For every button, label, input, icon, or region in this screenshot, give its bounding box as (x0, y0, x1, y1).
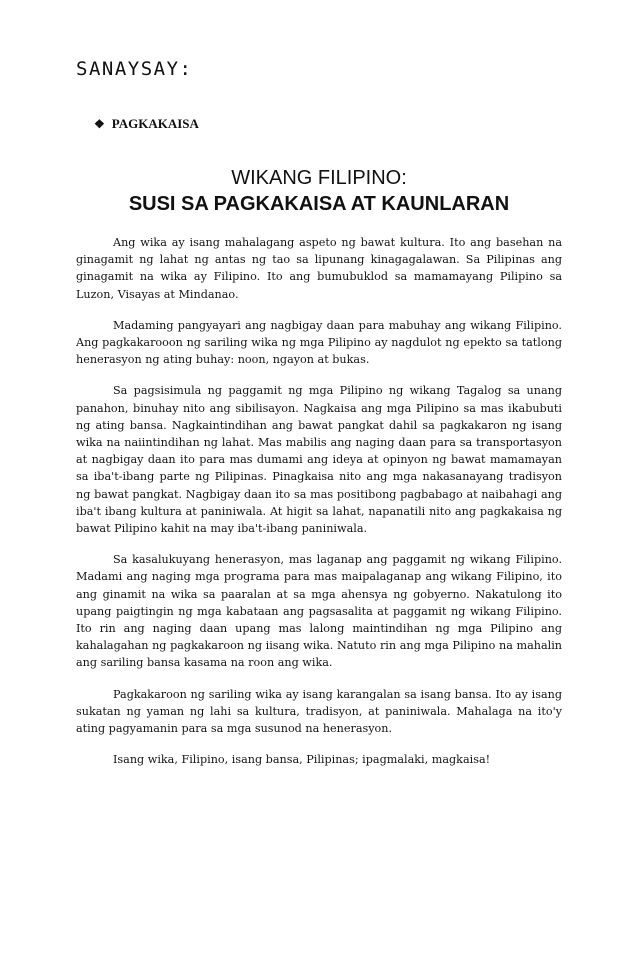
diamond-bullet-icon: ❖ (94, 116, 105, 131)
paragraph-3: Sa pagsisimula ng paggamit ng mga Pilipino ng wikang Tagalog sa unang panahon, binuhay nito ang sibilisayon. Nagkaisa ang mga Pilipino sa mas ikabubuti ng ating bansa. Nagkaintindihan ang bawat pangkat dahil sa pagkakaron ng isang wika na naiintindihan ng lahat. Mas mabilis ang naging daan para sa transportasyon at nagbigay daan ito para mas dumami ang ideya at opinyon ng bawat mamamayan sa iba't-ibang parte ng Pilipinas. Pinagkaisa nito ang mga nakasanayang tradisyon ng bawat pangkat. Nagbigay daan ito sa mas positibong pagbabago at naibahagi ang iba't ibang kultura at paniniwala. At higit sa lahat, napanatili nito ang pagkakaisa ng bawat Pilipino kahit na may iba't-ibang paniniwala. (76, 384, 562, 536)
essay-body (76, 234, 562, 782)
title-line-1: WIKANG FILIPINO: (231, 167, 407, 189)
paragraph-1: Ang wika ay isang mahalagang aspeto ng bawat kultura. Ito ang basehan na ginagamit ng lahat ng antas ng tao sa lipunang kinagagalawan. Sa Pilipinas ang ginagamit na wika ay Filipino. Ito ang bumubuklod sa mamamayang Pilipino sa Luzon, Visayas at Mindanao. (76, 236, 562, 301)
paragraph-6: Isang wika, Filipino, isang bansa, Pilipinas; ipagmalaki, magkaisa! (113, 753, 491, 767)
paragraph-4: Sa kasalukuyang henerasyon, mas laganap ang paggamit ng wikang Filipino. Madami ang naging mga programa para mas maipalaganap ang wikang Filipino, ito ang ginamit na wika sa paaralan at sa mga ahensya ng gobyerno. Nakatulong ito upang paigtingin ng mga kabataan ang pagsasalita at paggamit ng wikang Filipino. Ito rin ang naging daan upang mas lalong maintindihan ng mga Pilipino ang kahalagahan ng pagkakaroon ng iisang wika. Natuto rin ang mga Pilipino na mahalin ang sariling bansa kasama na roon ang wika. (76, 553, 562, 670)
title-line-2: SUSI SA PAGKAKAISA AT KAUNLARAN (128, 193, 510, 215)
section-label-text: PAGKAKAISA (111, 116, 199, 131)
essay-heading: SANAYSAY: (76, 58, 193, 80)
paragraph-2: Madaming pangyayari ang nagbigay daan para mabuhay ang wikang Filipino. Ang pagkakarooon ng sariling wika ng mga Pilipino ay nagdulot ng epekto sa tatlong henerasyon ng ating buhay: noon, ngayon at bukas. (76, 318, 562, 367)
paragraph-5: Pagkakaroon ng sariling wika ay isang karangalan sa isang bansa. Ito ay isang sukatan ng yaman ng lahi sa kultura, tradisyon, at paniniwala. Mahalaga na ito'y ating pagyamanin para sa mga susunod na henerasyon. (76, 687, 562, 736)
section-label (94, 116, 199, 132)
